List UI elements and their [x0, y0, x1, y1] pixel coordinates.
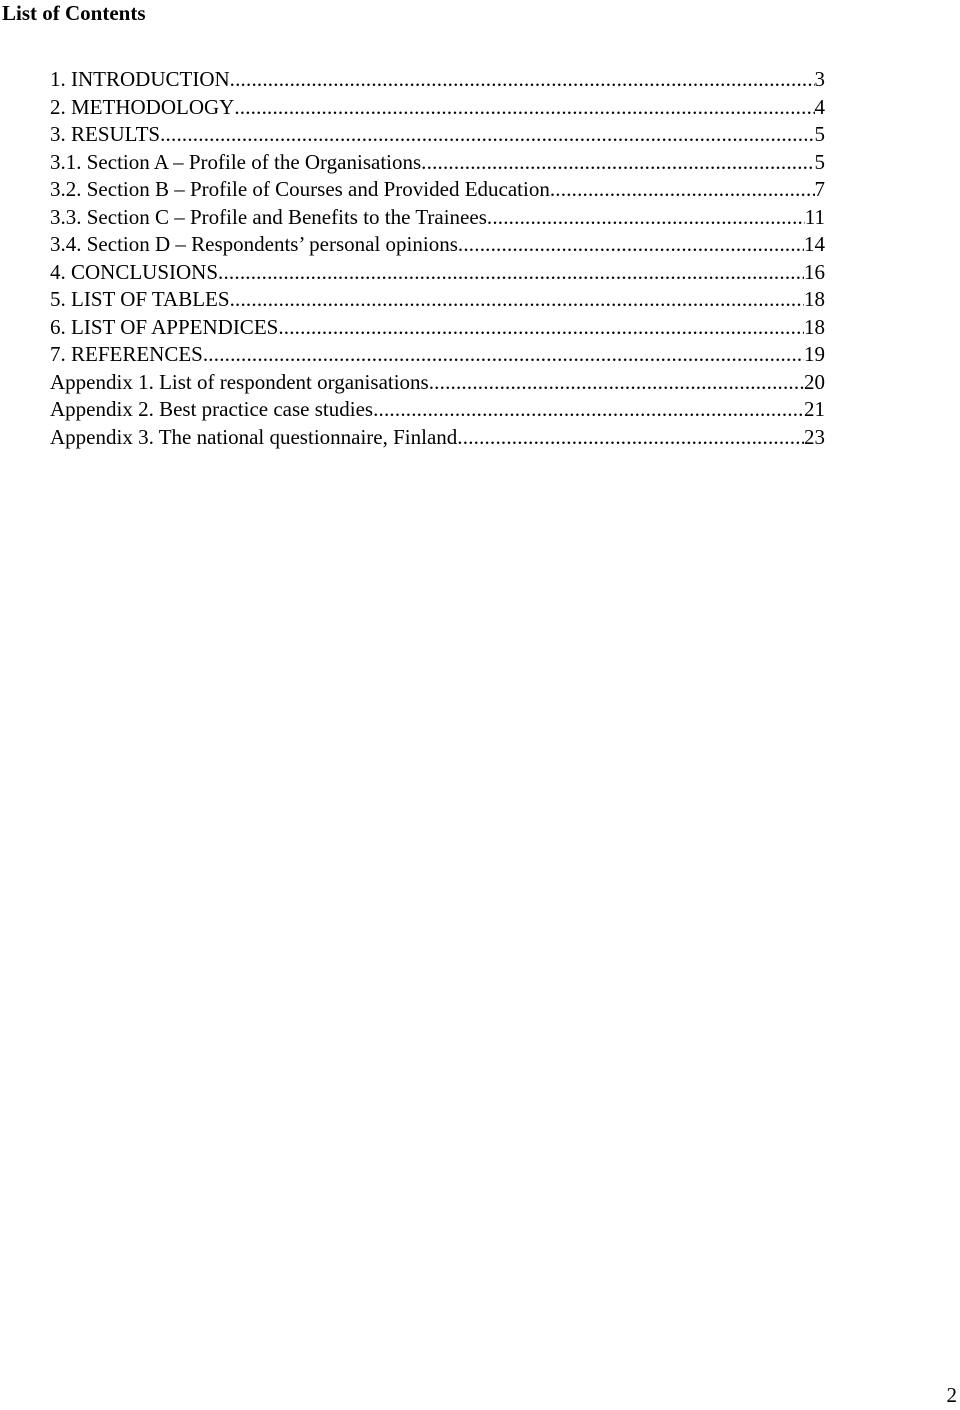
toc-entry-methodology[interactable] — [50, 94, 825, 122]
toc-entry-title: Appendix 3. The national questionnaire, Finland — [50, 424, 458, 449]
toc-entry-title: Appendix 1. List of respondent organisations — [50, 369, 429, 394]
toc-entry-page: 23 — [804, 424, 825, 449]
toc-dot-leader — [278, 314, 804, 342]
page-number: 2 — [946, 1383, 957, 1407]
toc-entry-title: 4. CONCLUSIONS — [50, 259, 219, 284]
toc-entry-page: 21 — [804, 397, 825, 421]
toc-entry-page: 14 — [804, 232, 825, 256]
toc-dot-leader — [160, 121, 814, 149]
toc-dot-leader — [218, 259, 804, 287]
toc-entry-page: 11 — [804, 204, 825, 229]
toc-entry-list-of-appendices[interactable] — [50, 314, 825, 342]
toc-entry-title: 1. INTRODUCTION — [50, 67, 230, 91]
toc-entry-appendix-1[interactable] — [50, 369, 825, 397]
toc-entry-title: 3. RESULTS — [50, 122, 161, 146]
toc-entry-title: 7. REFERENCES — [50, 342, 203, 366]
toc-entry-page: 5 — [814, 149, 825, 174]
toc-dot-leader — [429, 369, 804, 397]
toc-dot-leader — [457, 424, 804, 452]
toc-dot-leader — [230, 66, 815, 94]
toc-dot-leader — [234, 94, 814, 122]
toc-entry-title: Appendix 2. Best practice case studies — [50, 397, 374, 421]
toc-entry-page: 18 — [804, 287, 825, 311]
toc-entry-title: 3.2. Section B – Profile of Courses and Provided Education — [50, 177, 550, 201]
toc-entry-title: 3.3. Section C – Profile and Benefits to the Trainees — [50, 204, 487, 229]
toc-entry-references[interactable] — [50, 341, 825, 369]
toc-entry-page: 4 — [814, 94, 825, 119]
toc-entry-appendix-2[interactable] — [50, 396, 825, 424]
toc-entry-title: 6. LIST OF APPENDICES — [50, 314, 279, 339]
toc-entry-list-of-tables[interactable] — [50, 286, 825, 314]
toc-dot-leader — [458, 231, 804, 259]
toc-entry-appendix-3[interactable] — [50, 424, 825, 452]
toc-dot-leader — [203, 341, 804, 369]
toc-entry-title: 3.1. Section A – Profile of the Organisations — [50, 149, 422, 174]
toc-entry-title: 3.4. Section D – Respondents’ personal opinions — [50, 232, 458, 256]
toc-entry-section-d[interactable] — [50, 231, 825, 259]
toc-dot-leader — [421, 149, 814, 177]
toc-entry-page: 7 — [814, 177, 825, 201]
toc-entry-page: 18 — [804, 314, 825, 339]
toc-entry-page: 19 — [804, 342, 825, 366]
toc-entry-section-b[interactable] — [50, 176, 825, 204]
table-of-contents — [50, 66, 825, 451]
toc-entry-results[interactable] — [50, 121, 825, 149]
toc-dot-leader — [373, 396, 804, 424]
toc-dot-leader — [550, 176, 815, 204]
toc-heading: List of Contents — [2, 1, 146, 25]
toc-dot-leader — [230, 286, 804, 314]
toc-entry-conclusions[interactable] — [50, 259, 825, 287]
toc-entry-introduction[interactable] — [50, 66, 825, 94]
toc-entry-section-c[interactable] — [50, 204, 825, 232]
toc-entry-page: 20 — [804, 369, 825, 394]
toc-entry-title: 2. METHODOLOGY — [50, 94, 235, 119]
toc-entry-page: 3 — [814, 67, 825, 91]
toc-entry-page: 5 — [814, 122, 825, 146]
toc-dot-leader — [487, 204, 805, 232]
toc-entry-section-a[interactable] — [50, 149, 825, 177]
toc-entry-title: 5. LIST OF TABLES — [50, 287, 230, 311]
toc-entry-page: 16 — [804, 259, 825, 284]
